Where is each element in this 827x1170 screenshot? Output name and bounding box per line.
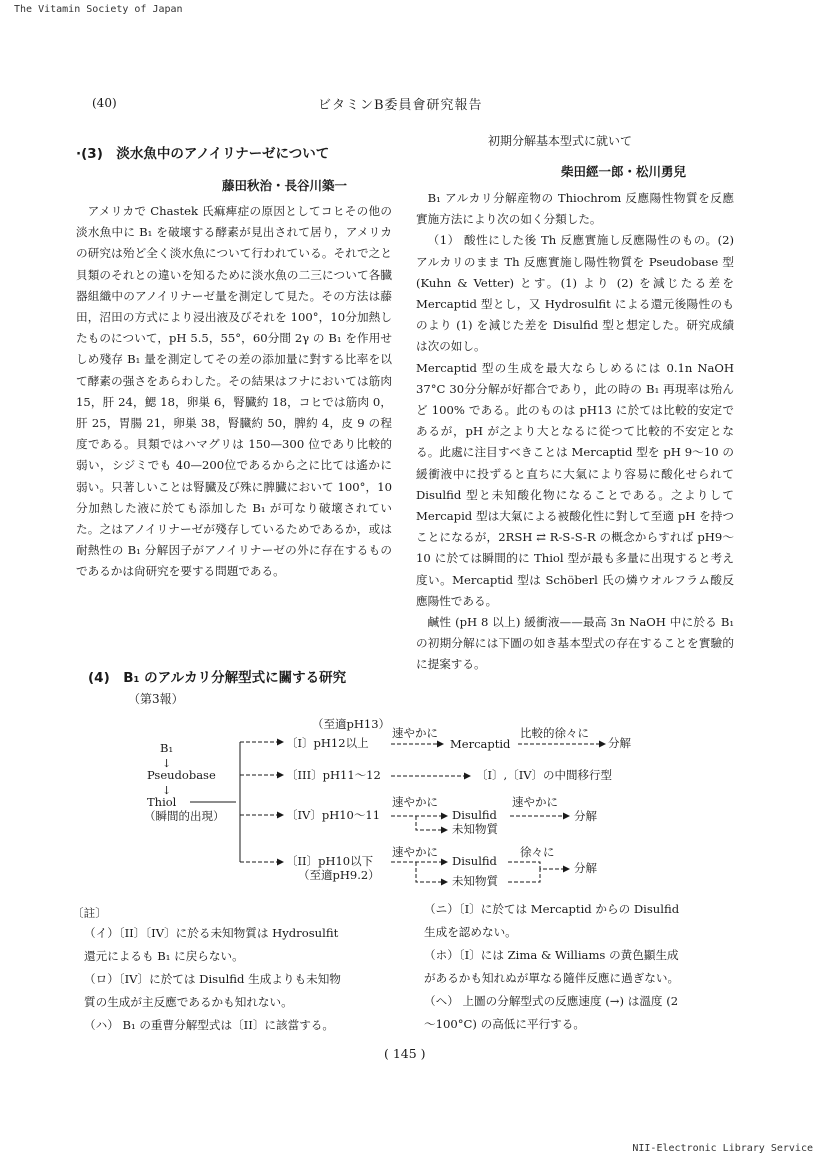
body-paragraph: アメリカで Chastek 氏痲痺症の原因としてコヒその他の淡水魚中に B₁ を破壞する酵素が見出されて居り，アメリカの研究は殆ど全く淡水魚について行われている。それで之と貝類のそれとの違いを知るために淡水魚の二三について各臓器組織中のアノイリナーゼ量を測定して見た。その方法は藤田，沼田の方式により浸出液及びそれを 100°，10分加熱したものについて，pH 5.5，55°，60分間 2γ の B₁ を作用せしめ殘存 B₁ 量を測定してその差の添加量に對する比率を以て酵素の强さをあらわした。その結果はフナにおいては筋肉 15，肝 24，鰓 18，卵巣 6，腎臓約 18，コヒでは筋肉 0，肝 25，胃腸 21，卵巣 38，腎臓約 50，脾約 4，皮 9 の程度である。貝類ではハマグリは 150—300 位であり比較的弱い，シジミでも 40—200位であるから之に比ては遙かに弱い。只著しいことは腎臓及び殊に脾臓において 100°，10分加熱した液に於ても添加した B₁ が可なり破壞されていた。之はアノイリナーゼが殘存しているためであるか，或は耐熱性の B₁ 分解因子がアノイリナーゼの外に存在するものであるかは尙研究を要する問題である。 bbox=[76, 204, 392, 579]
note-line: （ホ）〔I〕には Zima & Williams の黄色顯生成 bbox=[424, 948, 679, 962]
row4-join-line bbox=[508, 869, 540, 882]
note-line: （ヘ） 上圖の分解型式の反應速度 (→) は溫度 (2 bbox=[424, 994, 679, 1008]
note-line: （ロ）〔IV〕に於ては Disulfid 生成よりも未知物 bbox=[84, 972, 341, 986]
article-subtitle: 初期分解基本型式に就いて bbox=[488, 134, 633, 148]
note-line: があるかも知れぬが單なる隨伴反應に過ぎない。 bbox=[424, 971, 680, 985]
row1-product: Mercaptid bbox=[450, 737, 511, 751]
thiol-label: Thiol bbox=[147, 795, 177, 809]
notes-right bbox=[424, 898, 744, 1036]
note-line: 〜100°C) の高低に平行する。 bbox=[424, 1017, 585, 1031]
body-paragraph: 鹹性 (pH 8 以上) 緩衝液——最高 3n NaOH 中に於る B₁ の初期分解には下圖の如き基本型式の存在することを實驗的に提案する。 bbox=[416, 615, 734, 672]
row4-arrow-2 bbox=[508, 862, 569, 869]
note-line: （イ）〔II〕〔IV〕に於る未知物質は Hydrosulfit bbox=[84, 926, 339, 940]
row3-end: 分解 bbox=[574, 809, 597, 823]
section-4-title: (4) B₁ のアルカリ分解型式に關する研究 bbox=[88, 670, 347, 686]
thiol-note: （瞬間的出現） bbox=[144, 809, 225, 823]
b1-label: B₁ bbox=[160, 741, 174, 755]
body-paragraph: B₁ アルカリ分解産物の Thiochrom 反應陽性物質を反應實施方法により次の如く分類した。 bbox=[416, 191, 734, 227]
row3-branch-arrow bbox=[416, 816, 447, 830]
row4-product-1: Disulfid bbox=[452, 854, 497, 868]
row3-condition: 〔IV〕pH10〜11 bbox=[286, 808, 381, 822]
section-3-authors: 藤田秋治・長谷川築一 bbox=[222, 178, 348, 193]
down-arrow-icon: ↓ bbox=[162, 757, 172, 770]
row4-rate-label: 速やかに bbox=[392, 845, 438, 859]
note-line: 質の生成が主反應であるかも知れない。 bbox=[84, 995, 293, 1009]
running-title: ビタミンB委員會研究報告 bbox=[318, 98, 483, 113]
row1-rate-label-2: 比較的徐々に bbox=[520, 726, 589, 740]
row4-condition: 〔II〕pH10以下 bbox=[286, 854, 374, 868]
page-number: ( 145 ) bbox=[384, 1046, 426, 1061]
row4-rate-label-2: 徐々に bbox=[520, 845, 555, 859]
row1-rate-label: 速やかに bbox=[392, 726, 438, 740]
section-3-title: ·(3) 淡水魚中のアノイリナーゼについて bbox=[76, 146, 330, 162]
row4-end: 分解 bbox=[574, 861, 597, 875]
row1-condition: 〔I〕pH12以上 bbox=[286, 736, 369, 750]
note-line: （ニ）〔I〕に於ては Mercaptid からの Disulfid bbox=[424, 902, 680, 916]
article-authors: 柴田經一郎・松川勇兒 bbox=[561, 164, 687, 179]
row2-product: 〔I〕,〔IV〕の中間移行型 bbox=[476, 768, 613, 782]
pseudobase-label: Pseudobase bbox=[147, 768, 216, 782]
notes-heading: 〔註〕 bbox=[72, 906, 107, 920]
library-watermark: NII-Electronic Library Service bbox=[632, 1143, 813, 1154]
row3-rate-label: 速やかに bbox=[392, 795, 438, 809]
body-paragraph: （1） 酸性にした後 Th 反應實施し反應陽性のもの。(2) アルカリのまま Th 反應實施し陽性物質を Pseudobase 型 (Kuhn & Vetter) とす。(1) より (2) を減じたる差を Mercaptid 型とし，又 Hydrosulfit による還元後陽性のものより (1) を減じた差を Disulfid 型と想定した。研究成績は次の如し。 bbox=[416, 233, 734, 354]
down-arrow-icon: ↓ bbox=[162, 784, 172, 797]
publisher-watermark: The Vitamin Society of Japan bbox=[14, 4, 183, 15]
row4-branch-arrow bbox=[416, 862, 447, 882]
row3-product-1: Disulfid bbox=[452, 808, 497, 822]
page-label: (40) bbox=[92, 96, 117, 110]
optimum-ph-label: （至適pH13） bbox=[312, 717, 391, 731]
note-line: （ハ） B₁ の重曹分解型式は〔II〕に該當する。 bbox=[84, 1018, 334, 1032]
note-line: 還元によるも B₁ に戻らない。 bbox=[84, 949, 244, 963]
row3-rate-label-2: 速やかに bbox=[512, 795, 558, 809]
row4-product-2: 未知物質 bbox=[452, 874, 498, 888]
body-paragraph: Mercaptid 型の生成を最大ならしめるには 0.1n NaOH 37°C 30分分解が好都合であり，此の時の B₁ 再現率は殆んど 100% である。此のものは pH13 に於ては比較的安定であるが，pH が之より大となるに從つて比較的不安定となる。此處に注目すべきことは Mercaptid 型を pH 9〜10 の緩衝液中に投ずると直ちに大氣により容易に酸化せられて Disulfid 型と未知酸化物になることである。之よりして Mercapid 型は大氣による被酸化性に對して至適 pH を持つことになるが，2RSH ⇄ R-S-S-R の概念からすれば pH9〜10 に於ては瞬間的に Thiol 型が最も多量に出現すると考え度い。Mercaptid 型は Schöberl 氏の燐ウオルフラム酸反應陽性である。 bbox=[416, 360, 734, 608]
row2-condition: 〔III〕pH11〜12 bbox=[286, 768, 381, 782]
row3-product-2: 未知物質 bbox=[452, 822, 498, 836]
row1-end: 分解 bbox=[608, 736, 631, 750]
row4-note: （至適pH9.2） bbox=[298, 868, 380, 882]
note-line: 生成を認めない。 bbox=[424, 925, 517, 939]
notes-left bbox=[84, 922, 402, 1037]
section-4-subtitle: （第3報） bbox=[128, 692, 184, 706]
